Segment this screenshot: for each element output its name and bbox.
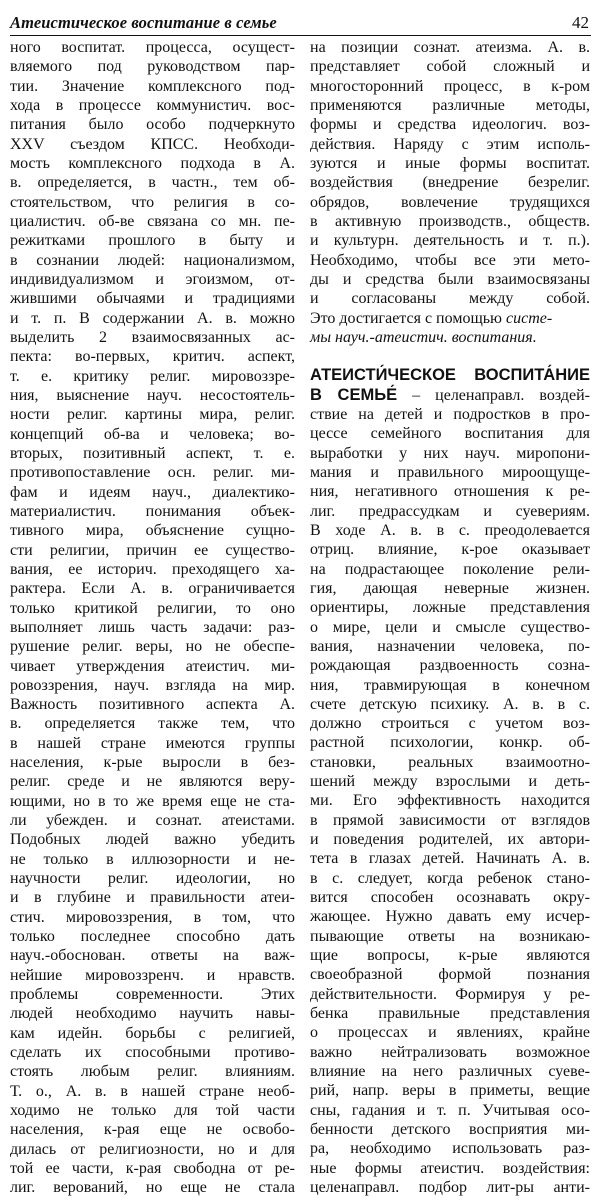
text-line: рий, напр. веры в приметы, вещие xyxy=(310,1082,590,1100)
text-line: выработки у них науч. миропони- xyxy=(310,444,590,462)
text-line: обрядов, вовлечение трудящихся xyxy=(310,193,590,211)
text-line: тии. Значение комплексного под- xyxy=(10,77,295,95)
text-line: вторых, позитивный аспект, т. е. xyxy=(10,444,295,462)
text-line: питания было особо подчеркнуто xyxy=(10,116,295,134)
text-line: важно нейтрализовать возможное xyxy=(310,1043,590,1061)
text-line: зуются и иные формы воспитат. xyxy=(310,154,590,172)
text-line: вится способен осознавать окру- xyxy=(310,889,590,907)
text-line: людей необходимо научить навы- xyxy=(10,1005,295,1023)
text-line: на подрастающее поколение рели- xyxy=(310,560,590,578)
text-line: рушение религ. веры, но не обеспе- xyxy=(10,638,295,656)
text-line: должно строиться с учетом воз- xyxy=(310,715,590,733)
text-line: Необходимо, чтобы все эти мето- xyxy=(310,251,590,269)
text-line: становки, реальных взаимоотно- xyxy=(310,753,590,771)
text-line: растной психологии, конкр. об- xyxy=(310,734,590,752)
text-line: ного воспитат. процесса, осущест- xyxy=(10,39,295,56)
text-line: вляемого под руководством пар- xyxy=(10,58,295,76)
text-line: той ее части, к-рая свободна от ре- xyxy=(10,1160,295,1178)
paragraph-gap xyxy=(310,347,590,366)
text-line: ния, травмирующая в конечном xyxy=(310,676,590,694)
header-rule xyxy=(10,35,591,36)
text-line: ходимо не только для той части xyxy=(10,1102,295,1120)
text-line: населения, к-рая еще не освобо- xyxy=(10,1121,295,1139)
text-line: вания, назначении человека, по- xyxy=(310,637,590,655)
text-line: сти религии, причин ее существо- xyxy=(10,541,295,559)
text-line: кам идейн. борьбы с религией, xyxy=(10,1024,295,1042)
text-line: формы и средства идеологич. воз- xyxy=(310,116,590,134)
text-line: и поведения родителей, их автори- xyxy=(310,831,590,849)
text-line: шений между взрослыми и деть- xyxy=(310,773,590,791)
text-line: только критикой религии, то оно xyxy=(10,599,295,617)
text-line: науч.-обоснован. ответы на важ- xyxy=(10,947,295,965)
text-line: бенка правильные представления xyxy=(310,1005,590,1023)
text-line: сны, гадания и т. п. Учитывая осо- xyxy=(310,1101,590,1119)
text-line: ния, выяснение науч. несостоятель- xyxy=(10,386,295,404)
text-line: ющими, но в то же время еще не ста- xyxy=(10,792,295,810)
text-line: религ. среде и не являются веру- xyxy=(10,773,295,791)
text-line: проблемы современности. Этих xyxy=(10,986,295,1004)
text-line: научности религ. идеологии, но xyxy=(10,870,295,888)
text-line: применяются различные методы, xyxy=(310,96,590,114)
text-line: Т. о., А. в. в нашей стране необ- xyxy=(10,1082,295,1100)
page-header xyxy=(10,11,591,37)
running-head: Атеистическое воспитание в семье xyxy=(10,13,277,32)
text-line: противопоставление осн. религ. ми- xyxy=(10,464,295,482)
text-line: и согласованы между собой. xyxy=(310,290,590,308)
text-line: выделить 2 взаимосвязанных ас- xyxy=(10,328,295,346)
page-number: 42 xyxy=(572,13,589,32)
text-line: Важность позитивного аспекта А. xyxy=(10,696,295,714)
text-line: жившими обычаями и традициями xyxy=(10,290,295,308)
text-line: рождающая раздвоенность созна- xyxy=(310,657,590,675)
entry-title-line xyxy=(310,386,590,405)
text-line: Подобных людей важно убедить xyxy=(10,831,295,849)
text-line: бенности детского восприятия ми- xyxy=(310,1121,590,1139)
text-line: в нашей стране имеются группы xyxy=(10,734,295,752)
text-line: лиг. предрассудкам и суевериям. xyxy=(310,502,590,520)
text-line: рактера. Если А. в. ограничивается xyxy=(10,580,295,598)
text-line: пывающие ответы на возникаю- xyxy=(310,927,590,945)
text-line: своеобразной формой познания xyxy=(310,966,590,984)
text-line: в прямой зависимости от взглядов xyxy=(310,811,590,829)
text-line: целенаправл. подбор лит-ры анти- xyxy=(310,1179,590,1197)
text-line: стич. мировоззрения, в том, что xyxy=(10,908,295,926)
text-line: т. е. критику религ. мировоззре- xyxy=(10,367,295,385)
text-line: в сознании людей: национализмом, xyxy=(10,251,295,269)
text-line: мания и правильного мироощуще- xyxy=(310,463,590,481)
text-line: в активную производств., обществ. xyxy=(310,212,590,230)
text-line: населения, к-рые выросли в без- xyxy=(10,754,295,772)
text-line: и культурн. деятельность и т. п.). xyxy=(310,232,590,250)
text-line: жающее. Нужно давать ему исчер- xyxy=(310,908,590,926)
text-line: ния, негативного отношения к ре- xyxy=(310,483,590,501)
text-line: режитками прошлого в быту и xyxy=(10,232,295,250)
text-line: представляет собой сложный и xyxy=(310,58,590,76)
text-line: в. определяется также тем, что xyxy=(10,715,295,733)
entry-title-cont: В СЕМЬЕ́ xyxy=(310,385,398,404)
text-line: фам и идеям науч., диалектико- xyxy=(10,483,295,501)
text-line: щие вопросы, к-рые являются xyxy=(310,947,590,965)
italic-term-line: мы науч.-атеистич. воспитания. xyxy=(310,328,537,346)
text-line: ориентиры, ложные представления xyxy=(310,599,590,617)
text-line: действительности. Формируя у ре- xyxy=(310,985,590,1003)
text-line: ми. Его эффективность находится xyxy=(310,792,590,810)
text-line: чивает утверждения атеистич. ми- xyxy=(10,657,295,675)
text-line: влияние на него различных суеве- xyxy=(310,1063,590,1081)
text-line: В ходе А. в. в с. преодолевается xyxy=(310,521,590,539)
text-line: ли убежден. и сознат. атеистами. xyxy=(10,812,295,830)
text-line: на позиции сознат. атеизма. А. в. xyxy=(310,39,590,56)
text-line: концепций об-ва и человека; во- xyxy=(10,425,295,443)
text-line: ды и средства были взаимосвязаны xyxy=(310,270,590,288)
text-line: гия, дающая неверные жизнен. xyxy=(310,579,590,597)
text-line: многосторонний процесс, в к-ром xyxy=(310,77,590,95)
text-line: мость комплексного подхода в А. xyxy=(10,154,295,172)
text-line: тета в глазах детей. Начинать А. в. xyxy=(310,850,590,868)
text-line: действия. Наряду с этим исполь- xyxy=(310,135,590,153)
text-line xyxy=(310,309,590,328)
text-line: материалистич. понимания объек- xyxy=(10,502,295,520)
text-line: воздействия (внедрение безрелиг. xyxy=(310,174,590,192)
text-line: циалистич. об-ве связана со мн. пе- xyxy=(10,212,295,230)
text-line: не только в иллюзорности и не- xyxy=(10,850,295,868)
text-line: отриц. влияние, к-рое оказывает xyxy=(310,541,590,559)
text-line: пекта: во-первых, критич. аспект, xyxy=(10,348,295,366)
text-line: ровоззрения, науч. взгляда на мир. xyxy=(10,676,295,694)
text-line: лиг. верований, но еще не стала xyxy=(10,1179,295,1197)
text-line: стоять любым религ. влияниям. xyxy=(10,1063,295,1081)
text-line: дилась от религиозности, но и для xyxy=(10,1140,295,1158)
text-line: сделать их способными противо- xyxy=(10,1044,295,1062)
text-fragment: – целенаправл. воздей- xyxy=(397,386,590,404)
text-line: ствие на детей и подростков в про- xyxy=(310,405,590,423)
text-line: хода в процессе коммунистич. вос- xyxy=(10,96,295,114)
text-line: стоятельством, что религия в со- xyxy=(10,193,295,211)
entry-title: АТЕИСТИ́ЧЕСКОЕ ВОСПИТА́НИЕ xyxy=(310,366,590,385)
text-line: и в глубине и правильности атеи- xyxy=(10,889,295,907)
text-line: индивидуализмом и эгоизмом, от- xyxy=(10,270,295,288)
right-column xyxy=(310,38,590,1197)
italic-term: систе- xyxy=(506,309,553,327)
text-line: счете детскую психику. А. в. в с. xyxy=(310,695,590,713)
text-line: ра, необходимо использовать раз- xyxy=(310,1140,590,1158)
text-line: о мире, цели и смысле существо- xyxy=(310,618,590,636)
left-column xyxy=(10,38,295,1197)
text-line: ные формы атеистич. воздействия: xyxy=(310,1159,590,1177)
text-line: цессе семейного воспитания для xyxy=(310,425,590,443)
text-line: только последнее способно дать xyxy=(10,928,295,946)
text-line: о процессах и явлениях, крайне xyxy=(310,1024,590,1042)
text-line: в с. следует, когда ребенок стано- xyxy=(310,869,590,887)
text-line: и т. п. В содержании А. в. можно xyxy=(10,309,295,327)
text-line: вания, ее историч. преходящего ха- xyxy=(10,560,295,578)
text-line: ности религ. картины мира, религ. xyxy=(10,406,295,424)
text-line: тивного мира, объяснение сущно- xyxy=(10,522,295,540)
text-line: нейшие мировоззренч. и нравств. xyxy=(10,966,295,984)
text-line: выполняет лишь часть задачи: раз- xyxy=(10,618,295,636)
text-fragment: Это достигается с помощью xyxy=(310,309,503,327)
text-line: XXV съездом КПСС. Необходи- xyxy=(10,135,295,153)
text-line: в. определяется, в частн., тем об- xyxy=(10,174,295,192)
